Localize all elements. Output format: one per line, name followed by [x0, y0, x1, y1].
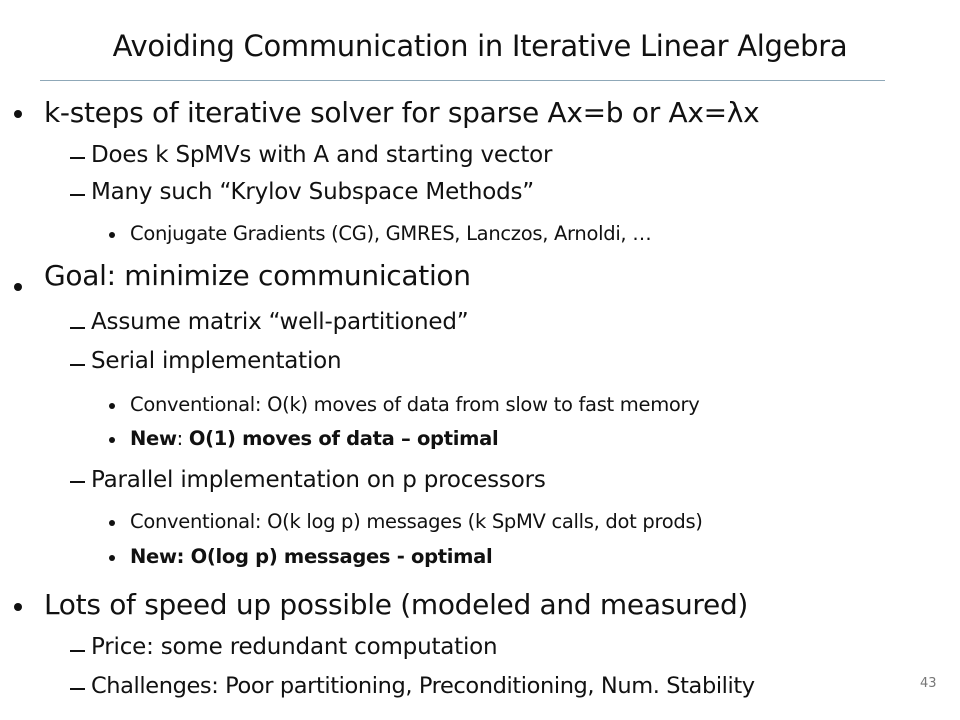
dash-icon	[70, 481, 85, 483]
page-number: 43	[920, 676, 937, 691]
dash-icon	[70, 364, 85, 366]
bullet-level1-text: Lots of speed up possible (modeled and measured)	[44, 588, 749, 621]
bullet-icon	[14, 283, 22, 291]
bullet-level2-text: Many such “Krylov Subspace Methods”	[91, 179, 534, 205]
dash-icon	[70, 327, 85, 329]
bullet-level3-text: Conjugate Gradients (CG), GMRES, Lanczos, Arnoldi, …	[130, 222, 652, 245]
bullet-icon	[109, 520, 115, 526]
dash-icon	[70, 194, 85, 196]
bullet-level1-text: k-steps of iterative solver for sparse Ax=b or Ax=λx	[44, 96, 760, 129]
bullet-level1-text: Goal: minimize communication	[44, 259, 471, 292]
bullet-icon	[109, 403, 115, 409]
bullet-level2-text: Parallel implementation on p processors	[91, 467, 546, 493]
bullet-level3-text: Conventional: O(k log p) messages (k SpMV calls, dot prods)	[130, 510, 703, 533]
bullet-level2-text: Challenges: Poor partitioning, Preconditioning, Num. Stability	[91, 673, 755, 699]
separator-text: :	[176, 427, 189, 450]
title-divider	[40, 80, 885, 81]
bullet-level2-text: Does k SpMVs with A and starting vector	[91, 142, 553, 168]
bullet-level3-text-bold	[130, 427, 498, 450]
optimal-text: O(1) moves of data – optimal	[188, 427, 499, 450]
bullet-icon	[109, 232, 115, 238]
new-label: New	[130, 427, 177, 450]
bullet-level3-text: Conventional: O(k) moves of data from slow to fast memory	[130, 393, 700, 416]
bullet-icon	[14, 603, 22, 611]
dash-icon	[70, 650, 85, 652]
bullet-icon	[109, 437, 115, 443]
bullet-level2-text: Serial implementation	[91, 348, 342, 374]
dash-icon	[70, 157, 85, 159]
bullet-level2-text: Assume matrix “well-partitioned”	[91, 309, 469, 335]
dash-icon	[70, 688, 85, 690]
bullet-icon	[109, 555, 115, 561]
bullet-level2-text: Price: some redundant computation	[91, 634, 498, 660]
slide-title: Avoiding Communication in Iterative Linear Algebra	[112, 29, 848, 63]
bullet-icon	[14, 110, 22, 118]
bullet-level3-text-bold: New: O(log p) messages - optimal	[130, 545, 493, 568]
